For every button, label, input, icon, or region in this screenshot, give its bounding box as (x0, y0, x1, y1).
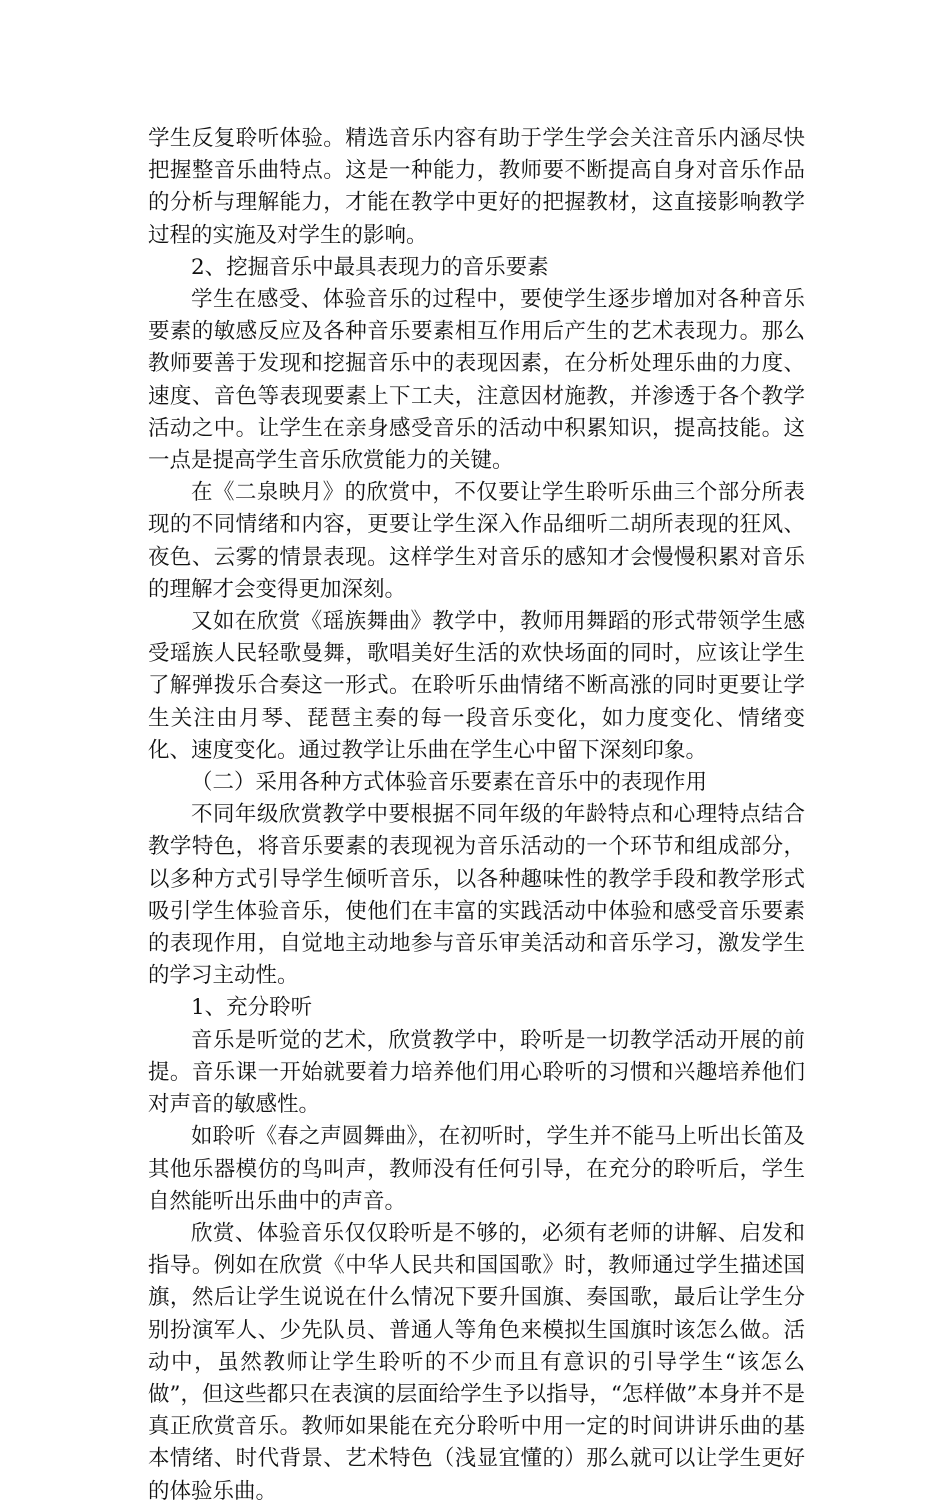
paragraph: 音乐是听觉的艺术，欣赏教学中，聆听是一切教学活动开展的前提。音乐课一开始就要着力培养他们用心聆听的习惯和兴趣培养他们对声音的敏感性。 (148, 1027, 805, 1118)
section-heading: 2、挖掘音乐中最具表现力的音乐要素 (191, 254, 549, 280)
paragraph: 不同年级欣赏教学中要根据不同年级的年龄特点和心理特点结合教学特色，将音乐要素的表现视为音乐活动的一个环节和组成部分，以多种方式引导学生倾听音乐，以各种趣味性的教学手段和教学形式吸引学生体验音乐，使他们在丰富的实践活动中体验和感受音乐要素的表现作用，自觉地主动地参与音乐审美活动和音乐学习，激发学生的学习主动性。 (148, 802, 805, 989)
paragraph: 学生在感受、体验音乐的过程中，要使学生逐步增加对各种音乐要素的敏感反应及各种音乐要素相互作用后产生的艺术表现力。那么教师要善于发现和挖掘音乐中的表现因素，在分析处理乐曲的力度、速度、音色等表现要素上下工夫，注意因材施教，并渗透于各个教学活动之中。让学生在亲身感受音乐的活动中积累知识，提高技能。这一点是提高学生音乐欣赏能力的关键。 (148, 287, 805, 474)
paragraph: 如聆听《春之声圆舞曲》，在初听时，学生并不能马上听出长笛及其他乐器模仿的鸟叫声，教师没有任何引导，在充分的聆听后，学生自然能听出乐曲中的声音。 (148, 1124, 805, 1214)
paragraph: 学生反复聆听体验。精选音乐内容有助于学生学会关注音乐内涵尽快把握整音乐曲特点。这是一种能力，教师要不断提高自身对音乐作品的分析与理解能力，才能在教学中更好的把握教材，这直接影响教学过程的实施及对学生的影响。 (148, 126, 805, 248)
section-heading: 1、充分聆听 (191, 995, 313, 1021)
document-body (148, 123, 805, 1508)
paragraph: 又如在欣赏《瑶族舞曲》教学中，教师用舞蹈的形式带领学生感受瑶族人民轻歌曼舞，歌唱美好生活的欢快场面的同时，应该让学生了解弹拨乐合奏这一形式。在聆听乐曲情绪不断高涨的同时更要让学生关注由月琴、琵琶主奏的每一段音乐变化，如力度变化、情绪变化、速度变化。通过教学让乐曲在学生心中留下深刻印象。 (148, 609, 805, 763)
paragraph: 欣赏、体验音乐仅仅聆听是不够的，必须有老师的讲解、启发和指导。例如在欣赏《中华人民共和国国歌》时，教师通过学生描述国旗，然后让学生说说在什么情况下要升国旗、奏国歌，最后让学生分别扮演军人、少先队员、普通人等角色来模拟生国旗时该怎么做。活动中，虽然教师让学生聆听的不少而且有意识的引导学生“该怎么做”，但这些都只在表演的层面给学生予以指导，“怎样做”本身并不是真正欣赏音乐。教师如果能在充分聆听中用一定的时间讲讲乐曲的基本情绪、时代背景、艺术特色（浅显宜懂的）那么就可以让学生更好的体验乐曲。 (148, 1220, 805, 1504)
section-heading: （二）采用各种方式体验音乐要素在音乐中的表现作用 (191, 770, 708, 796)
paragraph: 在《二泉映月》的欣赏中，不仅要让学生聆听乐曲三个部分所表现的不同情绪和内容，更要让学生深入作品细听二胡所表现的狂风、夜色、云雾的情景表现。这样学生对音乐的感知才会慢慢积累对音乐的理解才会变得更加深刻。 (148, 480, 805, 602)
